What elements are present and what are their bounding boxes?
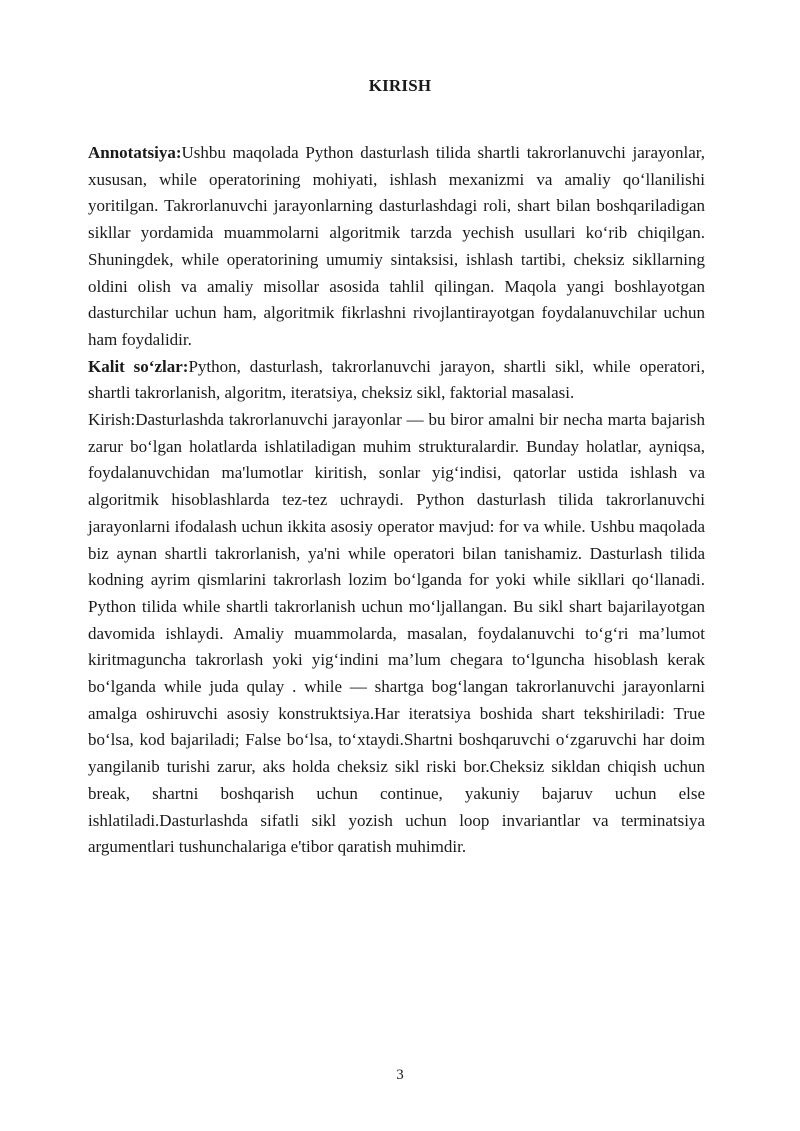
page-title: KIRISH (368, 76, 432, 95)
annotation-text: Ushbu maqolada Python dasturlash tilida shartli takrorlanuvchi jarayonlar, xususan, while operatorining mohiyati, ishlash mexanizmi va amaliy qo‘llanilishi yoritilgan. Takrorlanuvchi jarayonlarning dasturlashdagi roli, shart bilan boshqariladigan sikllar yordamida muammolarni algoritmik tarzda yechish usullari ko‘rib chiqilgan. Shuningdek, while operatorining umumiy sintaksisi, ishlash tartibi, cheksiz sikllarning oldini olish va amaliy misollar asosida tahlil qilingan. Maqola yangi boshlayotgan dasturchilar uchun ham, algoritmik fikrlashni rivojlantirayotgan foydalanuvchilar uchun ham foydalidir. (88, 143, 705, 349)
introduction-paragraph: Kirish:Dasturlashda takrorlanuvchi jarayonlar — bu biror amalni bir necha marta bajarish zarur bo‘lgan holatlarda ishlatiladigan muhim strukturalardir. Bunday holatlar, ayniqsa, foydalanuvchidan ma'lumotlar kiritish, sonlar yig‘indisi, qatorlar ustida ishlash va algoritmik hisoblashlarda tez-tez uchraydi. Python dasturlash tilida takrorlanuvchi jarayonlarni ifodalash uchun ikkita asosiy operator mavjud: for va while. Ushbu maqolada biz aynan shartli takrorlanish, ya'ni while operatori bilan tanishamiz. Dasturlash tilida kodning ayrim qismlarini takrorlash lozim bo‘lganda for yoki while sikllari qo‘llanadi. Python tilida while shartli takrorlanish uchun mo‘ljallangan. Bu sikl shart bajarilayotgan davomida ishlaydi. Amaliy muammolarda, masalan, foydalanuvchi to‘g‘ri ma’lumot kiritmaguncha takrorlash yoki yig‘indini ma’lum chegara to‘lguncha hisoblash kerak bo‘lganda while juda qulay . while — shartga bog‘langan takrorlanuvchi jarayonlarni amalga oshiruvchi asosiy konstruktsiya.Har iteratsiya boshida shart tekshiriladi: True bo‘lsa, kod bajariladi; False bo‘lsa, to‘xtaydi.Shartni boshqaruvchi o‘zgaruvchi har doim yangilanib turishi zarur, aks holda cheksiz sikl riski bor.Cheksiz sikldan chiqish uchun break, shartni boshqarish uchun continue, yakuniy bajaruv uchun else ishlatiladi.Dasturlashda sifatli sikl yozish uchun loop invariantlar va terminatsiya argumentlari tushunchalariga e'tibor qaratish muhimdir. (88, 410, 705, 857)
document-body (88, 140, 705, 861)
keywords-label: Kalit so‘zlar: (88, 356, 189, 376)
annotation-label: Annotatsiya: (88, 143, 182, 162)
keywords-text: Python, dasturlash, takrorlanuvchi jarayon, shartli sikl, while operatori, shartli takrorlanish, algoritm, iteratsiya, cheksiz sikl, faktorial masalasi. (88, 356, 705, 403)
annotation-paragraph (88, 140, 705, 354)
keywords-paragraph (88, 354, 705, 407)
page-number: 3 (396, 1067, 404, 1083)
